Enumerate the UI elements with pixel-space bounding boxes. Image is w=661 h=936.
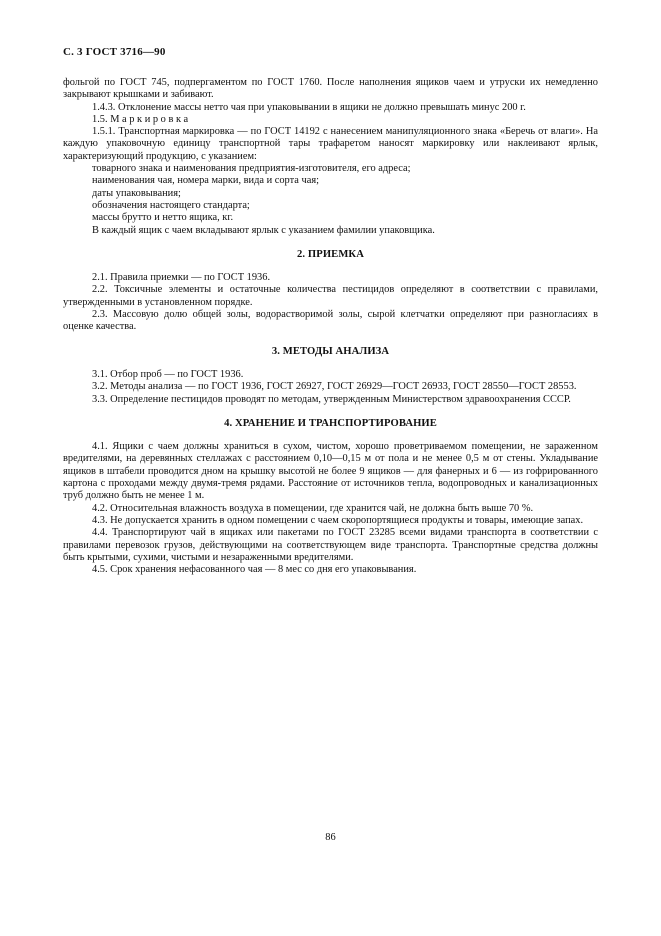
list-item: товарного знака и наименования предприятия-изготовителя, его адреса; bbox=[92, 163, 411, 175]
paragraph-2-3: 2.3. Массовую долю общей золы, водорастворимой золы, сырой клетчатки определяют при разногласиях в оценке качества. bbox=[63, 309, 598, 333]
paragraph-4-1: 4.1. Ящики с чаем должны храниться в сухом, чистом, хорошо проветриваемом помещении, не зараженном вредителями, на деревянных стеллажах с расстоянием 0,10—0,15 м от пола и не менее 0,5 м от стены. Укладывание ящиков в штабели проводится дном на крышку высотой не более 9 ящиков — для фанерных и 6 — из гофрированного картона с проходами между двумя-тремя рядами. Расстояние от источников тепла, водопроводных и канализационных труб должно быть не менее 1 м. bbox=[63, 441, 598, 502]
paragraph-4-5: 4.5. Срок хранения нефасованного чая — 8 мес со дня его упаковывания. bbox=[92, 564, 417, 576]
page-body bbox=[63, 77, 598, 576]
list-item: наименования чая, номера марки, вида и сорта чая; bbox=[92, 175, 320, 187]
paragraph-label-note: В каждый ящик с чаем вкладывают ярлык с указанием фамилии упаковщика. bbox=[92, 224, 435, 236]
page-number: 86 bbox=[325, 832, 336, 843]
paragraph-1-4-3: 1.4.3. Отклонение массы нетто чая при упаковывании в ящики не должно превышать минус 200 г. bbox=[92, 101, 526, 113]
paragraph-3-2: 3.2. Методы анализа — по ГОСТ 1936, ГОСТ 26927, ГОСТ 26929—ГОСТ 26933, ГОСТ 28550—ГОСТ 28553. bbox=[92, 381, 577, 393]
section-2-heading: 2. ПРИЕМКА bbox=[297, 248, 364, 260]
page-header: С. 3 ГОСТ 3716—90 bbox=[63, 46, 166, 58]
paragraph-3-1: 3.1. Отбор проб — по ГОСТ 1936. bbox=[92, 368, 244, 380]
list-item: массы брутто и нетто ящика, кг. bbox=[92, 212, 234, 224]
list-item: обозначения настоящего стандарта; bbox=[92, 199, 250, 211]
paragraph-4-4: 4.4. Транспортируют чай в ящиках или пакетами по ГОСТ 23285 всеми видами транспорта в соответствии с правилами перевозок грузов, действующими на соответствующем виде транспорта. Транспортные средства должны быть крытыми, сухими, чистыми и незараженными вредителями. bbox=[63, 527, 598, 563]
section-3-heading: 3. МЕТОДЫ АНАЛИЗА bbox=[271, 345, 390, 357]
subsection-1-5-heading bbox=[63, 114, 598, 126]
subsection-title: Маркировка bbox=[110, 113, 191, 125]
paragraph-1-5-1: 1.5.1. Транспортная маркировка — по ГОСТ 14192 с нанесением манипуляционного знака «Беречь от влаги». На каждую упаковочную единицу транспортной тары трафаретом наносят маркировку или наклеивают ярлык, характеризующий продукцию, с указанием: bbox=[63, 126, 598, 162]
paragraph-2-1: 2.1. Правила приемки — по ГОСТ 1936. bbox=[92, 272, 271, 284]
subsection-number: 1.5. bbox=[92, 113, 108, 125]
section-4-heading: 4. ХРАНЕНИЕ И ТРАНСПОРТИРОВАНИЕ bbox=[224, 417, 437, 429]
list-item: даты упаковывания; bbox=[92, 187, 181, 199]
paragraph-4-2: 4.2. Относительная влажность воздуха в помещении, где хранится чай, не должна быть выше 70 %. bbox=[92, 502, 534, 514]
paragraph-3-3: 3.3. Определение пестицидов проводят по методам, утвержденным Министерством здравоохранения СССР. bbox=[92, 393, 571, 405]
paragraph-continuation: фольгой по ГОСТ 745, подпергаментом по ГОСТ 1760. После наполнения ящиков чаем и утруски их немедленно закрывают крышками и забивают. bbox=[63, 77, 598, 101]
paragraph-2-2: 2.2. Токсичные элементы и остаточные количества пестицидов определяют в соответствии с правилами, утвержденными в установленном порядке. bbox=[63, 284, 598, 308]
paragraph-4-3: 4.3. Не допускается хранить в одном помещении с чаем скоропортящиеся продукты и товары, имеющие запах. bbox=[92, 514, 584, 526]
